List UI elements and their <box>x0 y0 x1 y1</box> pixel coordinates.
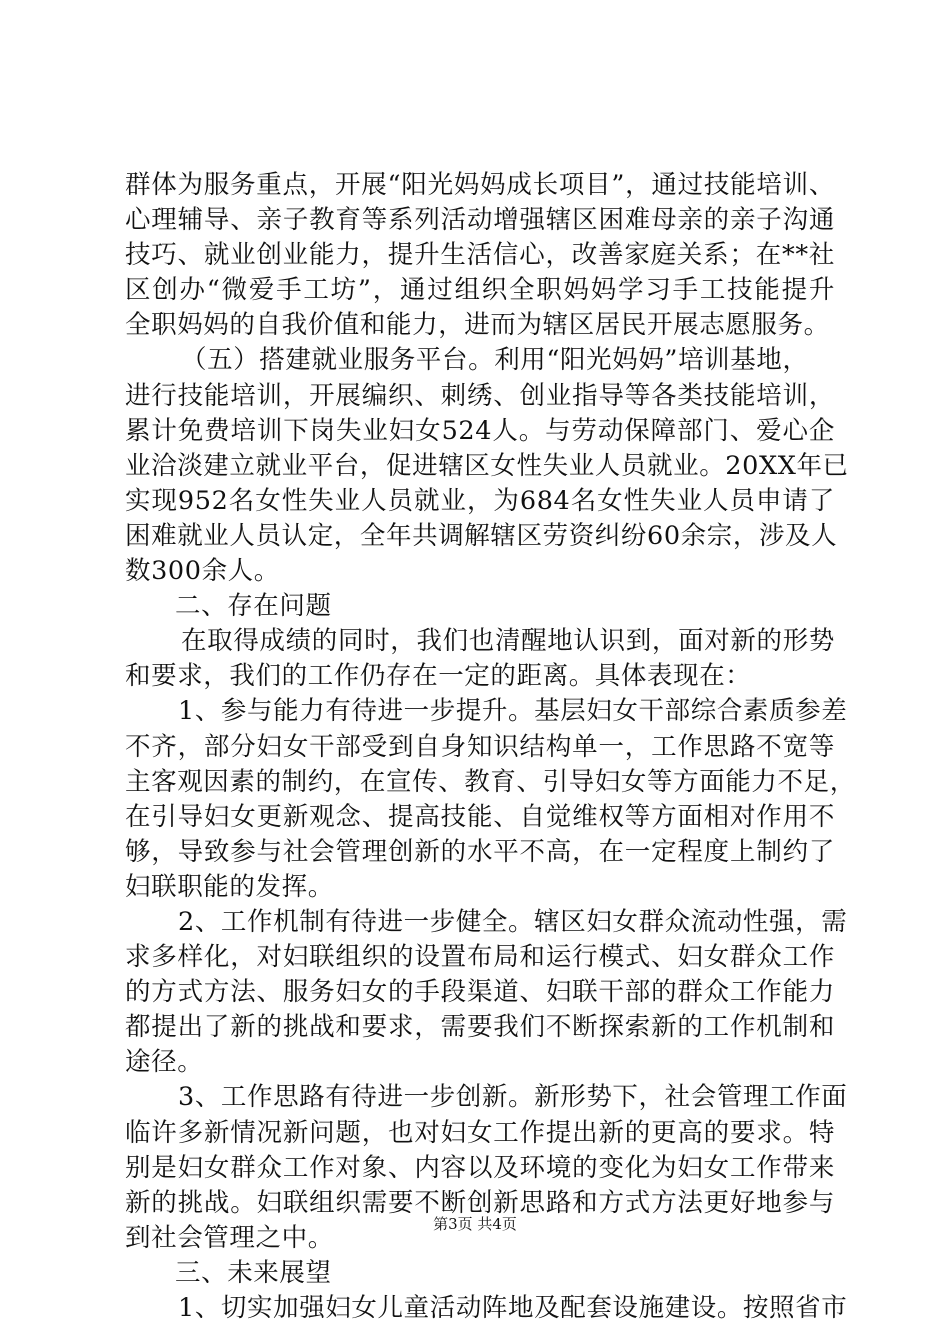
text-line: 在引导妇女更新观念、提高技能、自觉维权等方面相对作用不 <box>125 801 835 832</box>
text-line: 求多样化，对妇联组织的设置布局和运行模式、妇女群众工作 <box>125 942 835 973</box>
text-line: 不齐，部分妇女干部受到自身知识结构单一，工作思路不宽等 <box>125 731 835 762</box>
text-line: 主客观因素的制约，在宣传、教育、引导妇女等方面能力不足， <box>125 766 856 797</box>
text-line: 临许多新情况新问题，也对妇女工作提出新的更高的要求。特 <box>125 1117 835 1148</box>
text-line: 区创办“微爱手工坊”，通过组织全职妈妈学习手工技能提升 <box>125 275 835 306</box>
body-text <box>125 168 856 1326</box>
text-line: 都提出了新的挑战和要求，需要我们不断探索新的工作机制和 <box>125 1012 835 1043</box>
text-line: 1、切实加强妇女儿童活动阵地及配套设施建设。按照省市 <box>178 1293 848 1323</box>
text-line: 三、未来展望 <box>175 1257 332 1288</box>
text-line: 实现952名女性失业人员就业，为684名女性失业人员申请了 <box>125 485 835 516</box>
text-line: 技巧、就业创业能力，提升生活信心，改善家庭关系；在**社 <box>125 240 835 271</box>
text-line: 群体为服务重点，开展“阳光妈妈成长项目”，通过技能培训、 <box>125 170 835 200</box>
text-line: 新的挑战。妇联组织需要不断创新思路和方式方法更好地参与 <box>125 1187 835 1218</box>
text-line: 数300余人。 <box>125 556 280 587</box>
text-line: 别是妇女群众工作对象、内容以及环境的变化为妇女工作带来 <box>125 1152 835 1183</box>
text-line: 和要求，我们的工作仍存在一定的距离。具体表现在： <box>125 661 752 692</box>
text-line: 妇联职能的发挥。 <box>125 871 334 902</box>
text-line: 到社会管理之中。 <box>125 1222 334 1253</box>
text-line: 的方式方法、服务妇女的手段渠道、妇联干部的群众工作能力 <box>125 977 835 1008</box>
text-line: 二、存在问题 <box>175 591 332 622</box>
page-footer: 第3页 共4页 <box>433 1215 517 1233</box>
text-line: （五）搭建就业服务平台。利用“阳光妈妈”培训基地， <box>181 345 809 376</box>
text-line: 2、工作机制有待进一步健全。辖区妇女群众流动性强，需 <box>178 906 848 937</box>
text-line: 3、工作思路有待进一步创新。新形势下，社会管理工作面 <box>178 1082 848 1113</box>
text-line: 1、参与能力有待进一步提升。基层妇女干部综合素质参差 <box>178 696 848 727</box>
text-line: 进行技能培训，开展编织、刺绣、创业指导等各类技能培训， <box>125 380 835 411</box>
text-line: 够，导致参与社会管理创新的水平不高，在一定程度上制约了 <box>125 836 835 867</box>
text-line: 困难就业人员认定，全年共调解辖区劳资纠纷60余宗，涉及人 <box>125 520 838 551</box>
text-line: 在取得成绩的同时，我们也清醒地认识到，面对新的形势 <box>181 626 835 657</box>
text-line: 累计免费培训下岗失业妇女524人。与劳动保障部门、爱心企 <box>125 415 835 446</box>
text-line: 途径。 <box>125 1047 204 1078</box>
text-line: 全职妈妈的自我价值和能力，进而为辖区居民开展志愿服务。 <box>125 310 830 341</box>
text-line: 心理辅导、亲子教育等系列活动增强辖区困难母亲的亲子沟通 <box>125 205 835 236</box>
text-line: 业洽淡建立就业平台，促进辖区女性失业人员就业。20XX年已 <box>125 450 849 481</box>
